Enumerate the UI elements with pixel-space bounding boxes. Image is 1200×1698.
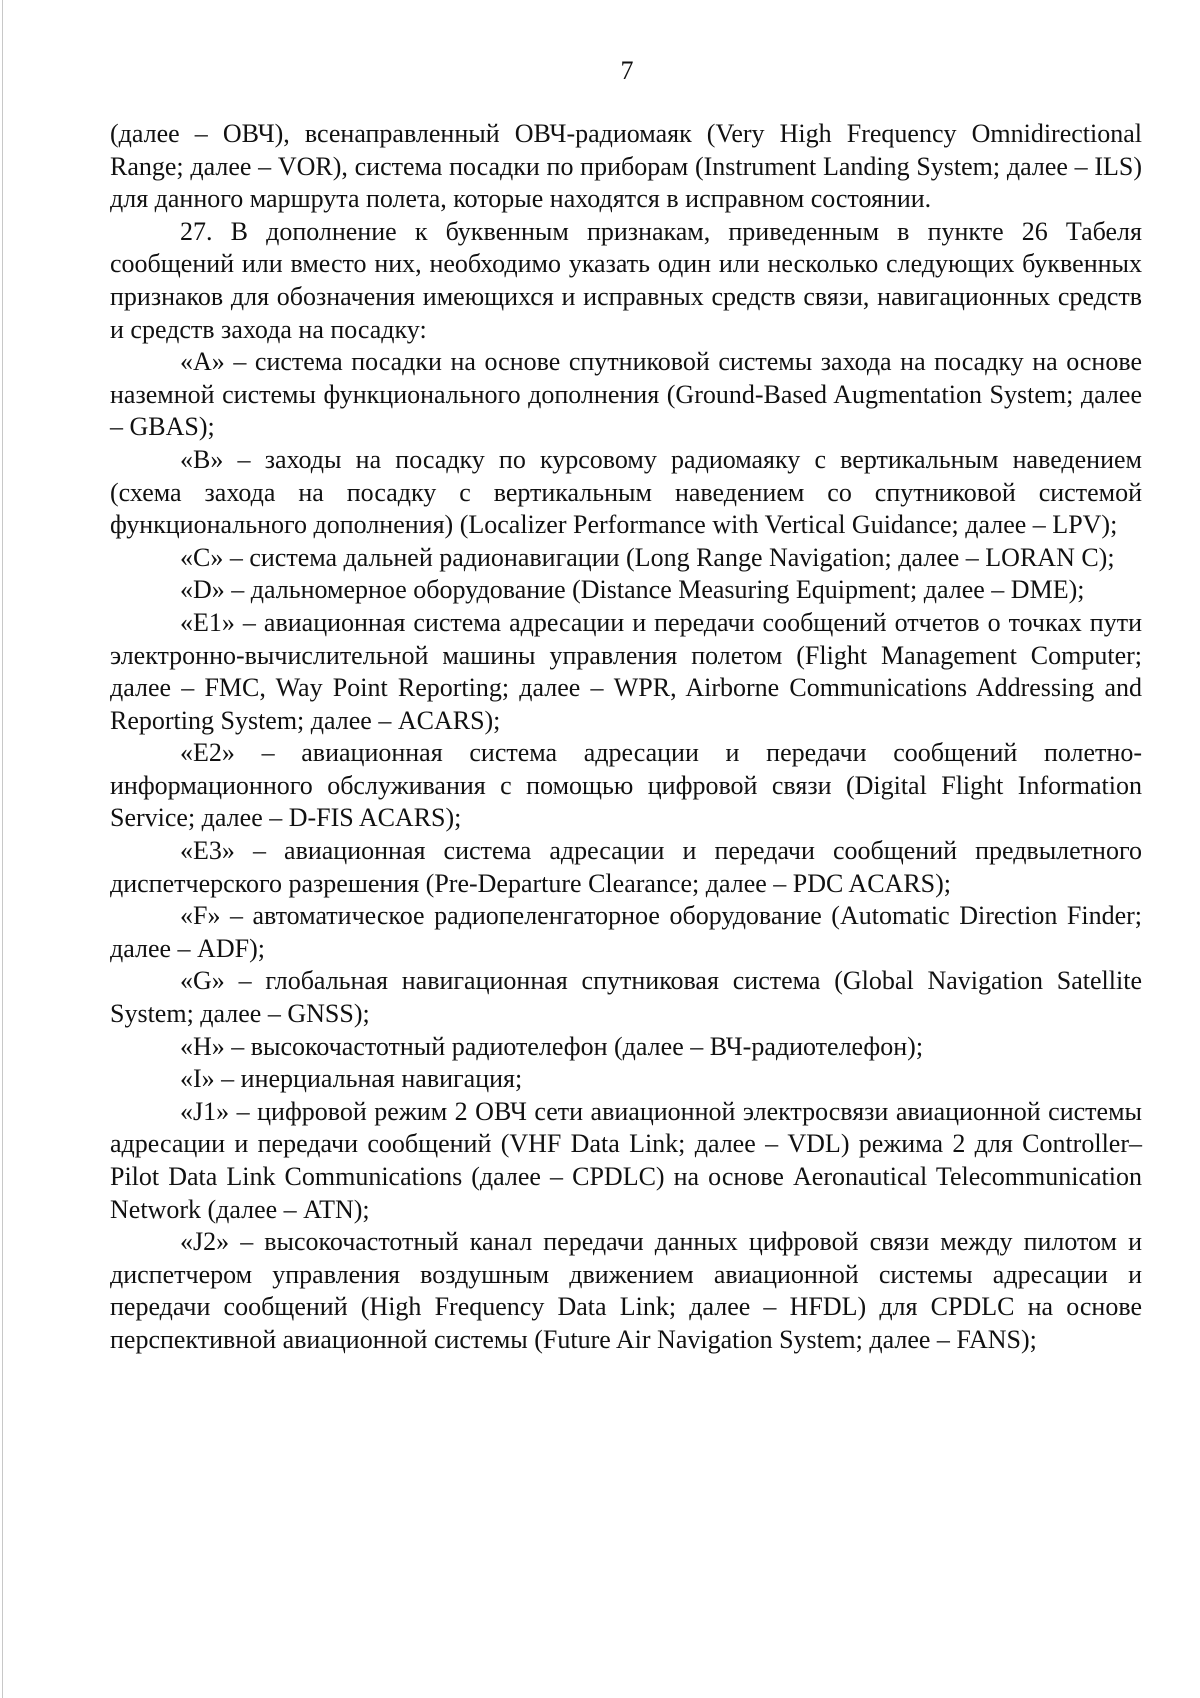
paragraph-code-f: «F» – автоматическое радиопеленгаторное оборудование (Automatic Direction Finder; далее – ADF);	[110, 901, 1142, 963]
paragraph-code-c: «C» – система дальней радионавигации (Long Range Navigation; далее – LORAN C);	[180, 542, 1115, 572]
paragraph-item-27: 27. В дополнение к буквенным признакам, приведенным в пункте 26 Табеля сообщений или вместо них, необходимо указать один или несколько следующих буквенных признаков для обозначения имеющихся и исправных средств связи, навигационных средств и средств захода на посадку:	[110, 216, 1142, 344]
paragraph-code-j1: «J1» – цифровой режим 2 ОВЧ сети авиационной электросвязи авиационной системы адресации и передачи сообщений (VHF Data Link; далее – VDL) режима 2 для Controller–Pilot Data Link Communications (далее – CPDLC) на основе Aeronautical Telecommunication Network (далее – ATN);	[110, 1096, 1142, 1224]
page-number: 7	[620, 56, 634, 85]
paragraph-code-d: «D» – дальномерное оборудование (Distance Measuring Equipment; далее – DME);	[180, 575, 1085, 605]
paragraph-code-i: «I» – инерциальная навигация;	[180, 1064, 523, 1094]
paragraph-continuation: (далее – ОВЧ), всенаправленный ОВЧ-радиомаяк (Very High Frequency Omnidirectional Range; далее – VOR), система посадки по приборам (Instrument Landing System; далее – ILS) для данного маршрута полета, которые находятся в исправном состоянии.	[110, 119, 1142, 214]
paragraph-code-a: «A» – система посадки на основе спутниковой системы захода на посадку на основе наземной системы функционального дополнения (Ground-Based Augmentation System; далее – GBAS);	[110, 347, 1142, 442]
paragraph-code-e2: «E2» – авиационная система адресации и передачи сообщений полетно-информационного обслуживания с помощью цифровой связи (Digital Flight Information Service; далее – D-FIS ACARS);	[110, 738, 1142, 833]
paragraph-code-e1: «E1» – авиационная система адресации и передачи сообщений отчетов о точках пути электронно-вычислительной машины управления полетом (Flight Management Computer; далее – FMC, Way Point Reporting; далее – WPR, Airborne Communications Addressing and Reporting System; далее – ACARS);	[110, 607, 1142, 735]
paragraph-code-b: «B» – заходы на посадку по курсовому радиомаяку с вертикальным наведением (схема захода на посадку с вертикальным наведением со спутниковой системой функционального дополнения) (Localizer Performance with Vertical Guidance; далее – LPV);	[110, 444, 1142, 540]
paragraph-code-h: «H» – высокочастотный радиотелефон (далее – ВЧ-радиотелефон);	[180, 1031, 924, 1061]
scan-edge-line	[2, 0, 3, 1698]
paragraph-code-g: «G» – глобальная навигационная спутниковая система (Global Navigation Satellite System; далее – GNSS);	[110, 966, 1142, 1029]
document-body	[110, 118, 1142, 1357]
paragraph-code-j2: «J2» – высокочастотный канал передачи данных цифровой связи между пилотом и диспетчером управления воздушным движением авиационной системы адресации и передачи сообщений (High Frequency Data Link; далее – HFDL) для CPDLC на основе перспективной авиационной системы (Future Air Navigation System; далее – FANS);	[110, 1227, 1142, 1354]
paragraph-code-e3: «E3» – авиационная система адресации и передачи сообщений предвылетного диспетчерского разрешения (Pre-Departure Clearance; далее – PDC ACARS);	[110, 836, 1142, 898]
